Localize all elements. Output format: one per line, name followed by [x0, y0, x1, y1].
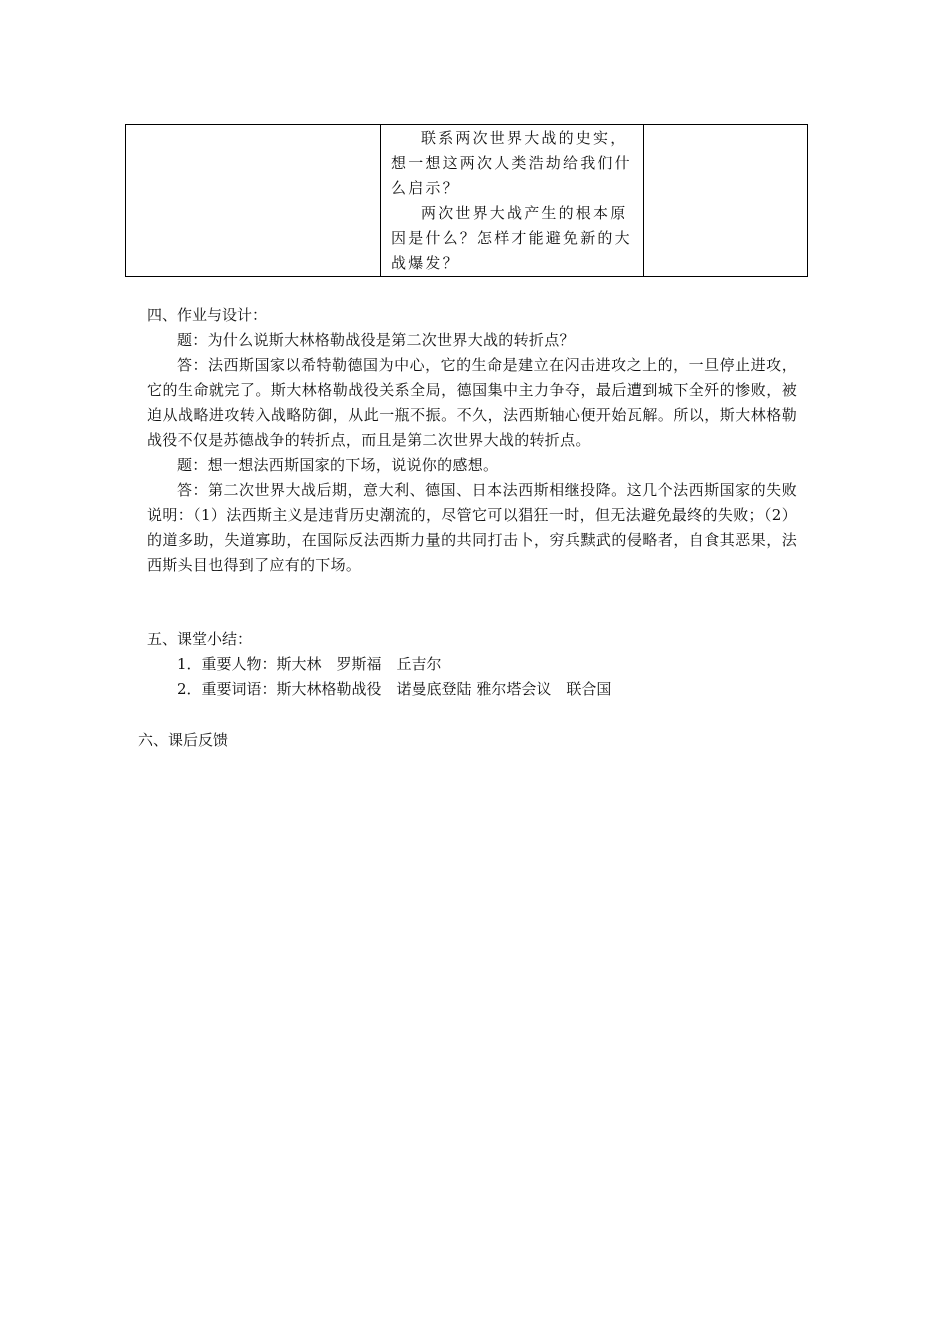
- question-paragraph: 题：为什么说斯大林格勒战役是第二次世界大战的转折点？: [177, 331, 575, 349]
- summary-item-terms: 2．重要词语：斯大林格勒战役 诺曼底登陆 雅尔塔会议 联合国: [177, 680, 612, 698]
- section-summary: [147, 627, 797, 702]
- summary-item-people: 1．重要人物：斯大林 罗斯福 丘吉尔: [177, 655, 442, 673]
- section-feedback: [138, 728, 788, 753]
- section-heading: 四、作业与设计：: [147, 306, 268, 324]
- question-paragraph: 题：想一想法西斯国家的下场，说说你的感想。: [177, 456, 499, 474]
- table-row: [126, 125, 808, 277]
- section-homework: [147, 303, 797, 578]
- table-cell-right: [644, 125, 808, 277]
- answer-paragraph: 答：第二次世界大战后期，意大利、德国、日本法西斯相继投降。这几个法西斯国家的失败说明：（1）法西斯主义是违背历史潮流的，尽管它可以猖狂一时，但无法避免最终的失败；（2）的道多助，失道寡助，在国际反法西斯力量的共同打击卜，穷兵黩武的侵略者，自食其恶果，法西斯头目也得到了应有的下场。: [147, 481, 797, 574]
- table-cell-paragraph: 两次世界大战产生的根本原因是什么？怎样才能避免新的大战爆发？: [391, 204, 632, 272]
- lesson-table: [125, 124, 808, 277]
- answer-paragraph: 答：法西斯国家以希特勒德国为中心，它的生命是建立在闪击进攻之上的，一旦停止进攻，它的生命就完了。斯大林格勒战役关系全局，德国集中主力争夺，最后遭到城下全歼的惨败，被迫从战略进攻转入战略防御，从此一瓶不振。不久，法西斯轴心便开始瓦解。所以，斯大林格勒战役不仅是苏德战争的转折点，而且是第二次世界大战的转折点。: [147, 356, 797, 449]
- table-cell-left: [126, 125, 381, 277]
- table-cell-paragraph: 联系两次世界大战的史实，想一想这两次人类浩劫给我们什么启示？: [391, 129, 632, 197]
- table-cell-middle: [381, 125, 644, 277]
- section-heading: 五、课堂小结：: [147, 630, 253, 648]
- section-heading: 六、课后反馈: [138, 731, 229, 749]
